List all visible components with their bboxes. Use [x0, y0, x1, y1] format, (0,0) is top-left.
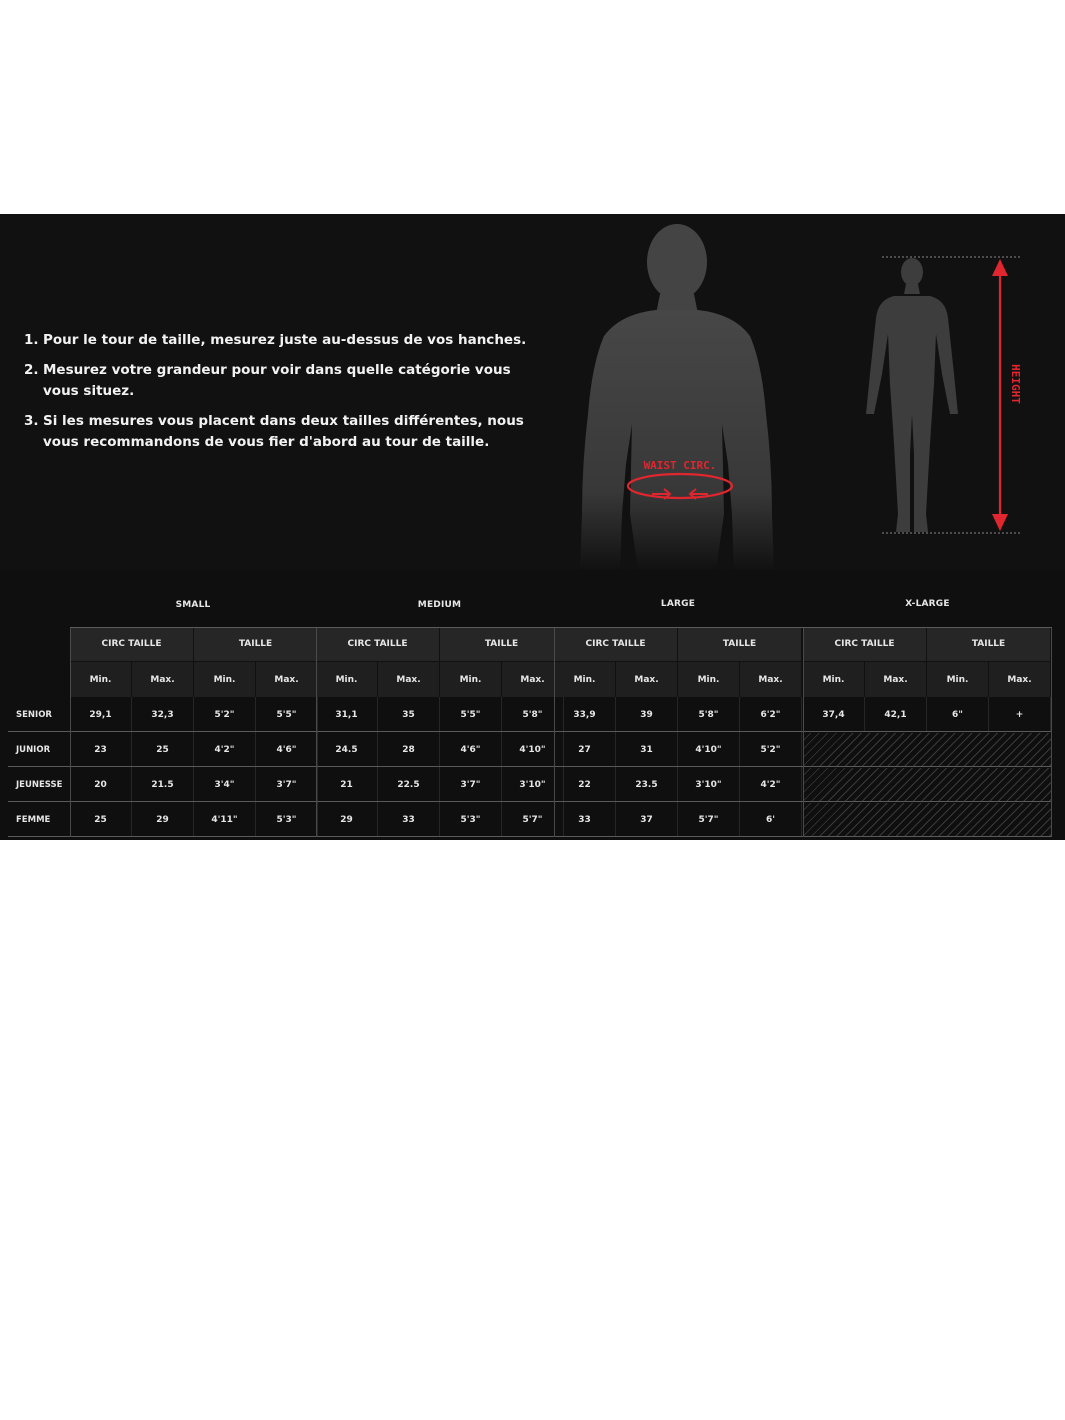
instruction-text: Si les mesures vous placent dans deux tailles différentes, nous vous recommandons de vous fier d'abord au tour de taille. [43, 413, 524, 450]
min-header: Min. [803, 662, 865, 697]
instruction-number: 3. [24, 413, 39, 429]
table-cell: 4'2" [740, 767, 802, 802]
height-subheader: TAILLE [194, 627, 318, 662]
torso-silhouette [580, 224, 774, 570]
table-cell: 33 [554, 802, 616, 837]
table-cell: 5'8" [678, 697, 740, 732]
full-body-silhouette [866, 258, 958, 532]
table-cell: 29,1 [70, 697, 132, 732]
height-label: HEIGHT [1009, 364, 1022, 404]
min-header: Min. [554, 662, 616, 697]
row-label: JEUNESSE [16, 779, 63, 790]
min-header: Min. [678, 662, 740, 697]
table-cell: 21.5 [132, 767, 194, 802]
instruction-list [24, 330, 544, 462]
size-heading-large: LARGE [660, 599, 696, 609]
table-cell: 3'10" [678, 767, 740, 802]
table-cell: 3'7" [256, 767, 318, 802]
table-cell: 23 [70, 732, 132, 767]
table-cell: 22.5 [378, 767, 440, 802]
table-cell: 5'3" [256, 802, 318, 837]
min-header: Min. [927, 662, 989, 697]
table-cell: 3'10" [502, 767, 564, 802]
row-label: SENIOR [16, 709, 52, 720]
table-cell: 37 [616, 802, 678, 837]
size-heading-small: SMALL [175, 600, 211, 610]
measurement-guide [0, 214, 1065, 570]
table-cell: 25 [132, 732, 194, 767]
table-cell: 28 [378, 732, 440, 767]
max-header: Max. [502, 662, 564, 697]
table-cell: 3'4" [194, 767, 256, 802]
body-measurement-illustration [560, 214, 1060, 570]
instruction-item [24, 360, 544, 402]
max-header: Max. [740, 662, 802, 697]
instruction-text: Pour le tour de taille, mesurez juste au-dessus de vos hanches. [43, 332, 527, 348]
waist-subheader: CIRC TAILLE [316, 627, 440, 662]
min-header: Min. [316, 662, 378, 697]
table-cell: 37,4 [803, 697, 865, 732]
waist-subheader: CIRC TAILLE [70, 627, 194, 662]
table-cell: 42,1 [865, 697, 927, 732]
size-table [0, 627, 1065, 840]
table-cell: 5'7" [502, 802, 564, 837]
table-cell: 29 [316, 802, 378, 837]
height-subheader: TAILLE [678, 627, 802, 662]
max-header: Max. [989, 662, 1051, 697]
table-cell: 6" [927, 697, 989, 732]
unavailable-cell [803, 803, 1052, 837]
table-cell: 5'7" [678, 802, 740, 837]
table-cell: 35 [378, 697, 440, 732]
min-header: Min. [70, 662, 132, 697]
table-cell: 5'5" [256, 697, 318, 732]
table-cell: 5'3" [440, 802, 502, 837]
min-header: Min. [440, 662, 502, 697]
table-cell: 5'8" [502, 697, 564, 732]
group-divider [554, 627, 555, 837]
max-header: Max. [616, 662, 678, 697]
table-cell: 3'7" [440, 767, 502, 802]
table-cell: 4'10" [678, 732, 740, 767]
table-cell: 5'2" [194, 697, 256, 732]
table-cell: 31 [616, 732, 678, 767]
group-divider [803, 627, 804, 837]
table-cell: 5'2" [740, 732, 802, 767]
table-cell: + [989, 697, 1051, 732]
table-cell: 4'11" [194, 802, 256, 837]
table-cell: 20 [70, 767, 132, 802]
height-subheader: TAILLE [927, 627, 1051, 662]
table-cell: 32,3 [132, 697, 194, 732]
table-cell: 25 [70, 802, 132, 837]
table-cell: 29 [132, 802, 194, 837]
table-cell: 27 [554, 732, 616, 767]
group-divider [70, 627, 71, 837]
table-cell: 33,9 [554, 697, 616, 732]
max-header: Max. [378, 662, 440, 697]
instruction-item [24, 330, 544, 351]
instruction-number: 2. [24, 362, 39, 378]
table-top-border [70, 627, 1052, 628]
table-cell: 22 [554, 767, 616, 802]
waist-label: WAIST CIRC. [643, 459, 717, 472]
group-divider [316, 627, 317, 837]
unavailable-cell [803, 733, 1052, 767]
instruction-number: 1. [24, 332, 39, 348]
height-subheader: TAILLE [440, 627, 564, 662]
waist-subheader: CIRC TAILLE [803, 627, 927, 662]
min-header: Min. [194, 662, 256, 697]
table-cell: 23.5 [616, 767, 678, 802]
max-header: Max. [865, 662, 927, 697]
max-header: Max. [256, 662, 318, 697]
row-label: JUNIOR [16, 744, 51, 755]
table-cell: 24.5 [316, 732, 378, 767]
instruction-text: Mesurez votre grandeur pour voir dans quelle catégorie vous vous situez. [43, 362, 511, 399]
size-heading-xlarge: X-LARGE [905, 599, 950, 609]
unavailable-cell [803, 768, 1052, 802]
size-chart-panel [0, 214, 1065, 840]
table-cell: 5'5" [440, 697, 502, 732]
table-cell: 6' [740, 802, 802, 837]
row-divider [8, 836, 1052, 837]
table-cell: 4'2" [194, 732, 256, 767]
group-divider [1051, 627, 1052, 837]
table-cell: 4'6" [256, 732, 318, 767]
table-cell: 4'6" [440, 732, 502, 767]
table-cell: 31,1 [316, 697, 378, 732]
table-cell: 39 [616, 697, 678, 732]
table-cell: 4'10" [502, 732, 564, 767]
waist-subheader: CIRC TAILLE [554, 627, 678, 662]
instruction-item [24, 411, 544, 453]
size-heading-medium: MEDIUM [417, 600, 462, 610]
row-label: FEMME [16, 814, 51, 825]
table-cell: 21 [316, 767, 378, 802]
height-arrow [992, 259, 1008, 531]
table-cell: 33 [378, 802, 440, 837]
max-header: Max. [132, 662, 194, 697]
table-cell: 6'2" [740, 697, 802, 732]
